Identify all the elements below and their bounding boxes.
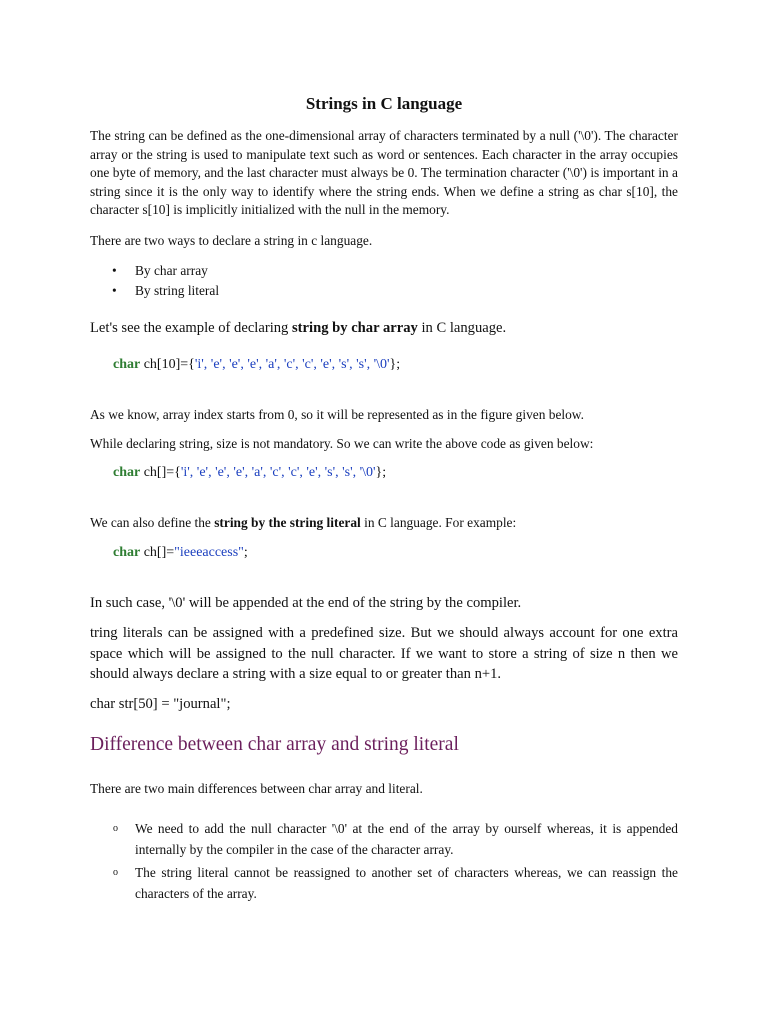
example1-paragraph: Let's see the example of declaring string by char array in C language. <box>90 320 507 336</box>
differences-list <box>90 818 678 906</box>
list-item: o The string literal cannot be reassigned to another set of characters whereas, we can reassign the characters of the array. <box>90 862 678 904</box>
size-note-paragraph: While declaring string, size is not mandatory. So we can write the above code as given below: <box>90 436 594 451</box>
intro-paragraph: The string can be defined as the one-dimensional array of characters terminated by a null ('\0'). The character array or the string is used to manipulate text such as word or sentences. Each character in the array occupies one byte of memory, and the last character must always be 0. The termination character ('\0') is important in a string since it is the only way to identify where the string ends. When we define a string as char s[10], the character s[10] is implicitly initialized with the null in the memory. <box>90 128 678 218</box>
example2-paragraph: We can also define the string by the string literal in C language. For example: <box>90 515 517 530</box>
append-note-paragraph: In such case, '\0' will be appended at the end of the string by the compiler. <box>90 595 522 611</box>
code-line-1: char ch[10]={'i', 'e', 'e', 'e', 'a', 'c', 'c', 'e', 's', 's', '\0'}; <box>113 357 401 372</box>
list-item: • By char array <box>90 261 678 281</box>
section-heading: Difference between char array and string literal <box>90 734 459 755</box>
list-item: o We need to add the null character '\0' at the end of the array by ourself whereas, it is appended internally by the compiler in the case of the character array. <box>90 818 678 860</box>
literal-note-paragraph: tring literals can be assigned with a predefined size. But we should always account for one extra space which will be assigned to the null character. If we want to store a string of size n then we should always declare a string with a size equal to or greater than n+1. <box>90 625 678 683</box>
bullet-icon: • <box>112 283 117 298</box>
diff-intro-paragraph: There are two main differences between char array and literal. <box>90 781 423 796</box>
code-line-3: char ch[]="ieeeaccess"; <box>113 545 248 560</box>
list-item: • By string literal <box>90 281 678 301</box>
bullet-icon: • <box>112 263 117 278</box>
index-note-paragraph: As we know, array index starts from 0, so it will be represented as in the figure given below. <box>90 407 584 422</box>
circle-bullet-icon: o <box>113 823 118 834</box>
page-title: Strings in C language <box>305 94 463 113</box>
code-line-4: char str[50] = "journal"; <box>90 696 231 712</box>
code-line-2: char ch[]={'i', 'e', 'e', 'e', 'a', 'c', 'c', 'e', 's', 's', '\0'}; <box>113 465 387 480</box>
ways-list <box>90 261 678 301</box>
circle-bullet-icon: o <box>113 867 118 878</box>
ways-intro-paragraph: There are two ways to declare a string in c language. <box>90 233 373 248</box>
